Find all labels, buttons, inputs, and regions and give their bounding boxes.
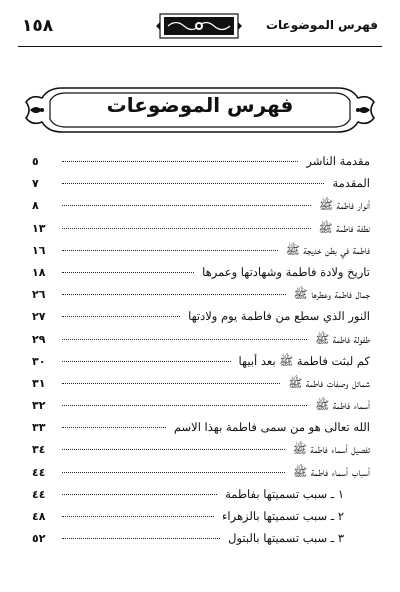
toc-entry-title: المقدمة [332, 176, 370, 191]
toc-dot-leader [62, 161, 298, 162]
toc-entry-title: نطفة فاطمة ﷺ [318, 220, 370, 235]
toc-entry [32, 198, 370, 220]
toc-entry-page: ٣٤ [32, 443, 46, 457]
toc-dot-leader [62, 316, 180, 317]
toc-entry [32, 265, 370, 287]
page-number: ١٥٨ [22, 16, 54, 36]
toc-entry [32, 221, 370, 243]
toc-dot-leader [62, 250, 278, 251]
toc-entry-page: ٥ [32, 155, 39, 168]
toc-entry-title: ٢ ـ سبب تسميتها بالزهراء [222, 509, 344, 523]
toc-dot-leader [62, 339, 307, 340]
toc-entry [32, 442, 370, 464]
toc-entry [32, 420, 370, 442]
toc-entry-page: ٣٠ [32, 354, 46, 368]
toc-entry-page: ١٣ [32, 221, 46, 235]
toc-dot-leader [62, 361, 231, 362]
running-title: فهرس الموضوعات [265, 18, 378, 32]
toc-entry [32, 531, 370, 553]
toc-entry-page: ٢٦ [32, 288, 46, 302]
toc-entry [32, 332, 370, 354]
toc-entry [32, 465, 370, 487]
toc-entry [32, 243, 370, 265]
toc-dot-leader [62, 427, 166, 428]
toc-entry-title: الله تعالى هو من سمى فاطمة بهذا الاسم [173, 420, 370, 435]
toc-dot-leader [62, 183, 324, 184]
header-rule [18, 46, 382, 47]
toc-entry-page: ١٨ [32, 265, 46, 279]
title-cartouche [22, 84, 378, 136]
toc-entry-page: ٤٤ [32, 487, 46, 501]
page-title: فهرس الموضوعات [106, 93, 294, 117]
toc-entry-page: ٢٧ [32, 310, 46, 324]
toc-entry-title: تاريخ ولادة فاطمة وشهادتها وعمرها [202, 264, 370, 279]
toc-dot-leader [62, 294, 286, 295]
toc-entry-page: ٣٣ [32, 421, 46, 435]
toc-entry-title: النور الذي سطع من فاطمة يوم ولادتها [188, 309, 370, 324]
running-header [18, 8, 382, 48]
toc-entry-page: ٨ [32, 199, 39, 213]
toc-entry-title: أنوار فاطمة ﷺ [319, 198, 370, 213]
toc-entry-page: ٤٨ [32, 510, 46, 523]
toc-entry-title: أسماء فاطمة ﷺ [315, 398, 370, 413]
toc-dot-leader [62, 228, 311, 229]
toc-dot-leader [62, 472, 285, 473]
toc-entry-title: شمائل وصفات فاطمة ﷺ [288, 375, 370, 390]
header-ornament-icon [154, 10, 244, 42]
toc-dot-leader [62, 405, 307, 406]
toc-entry-title: ١ ـ سبب تسميتها بفاطمة [225, 486, 344, 501]
toc-entry [32, 154, 370, 176]
toc-entry-page: ٤٤ [32, 465, 46, 479]
toc-entry-page: ٧ [32, 177, 39, 191]
toc-entry [32, 354, 370, 376]
toc-entry [32, 487, 370, 509]
toc-entry-title: فاطمة في بطن خديجة ﷺ [285, 242, 370, 257]
toc-entry-title: أسباب أسماء فاطمة ﷺ [293, 464, 370, 479]
toc-entry-title: مقدمة الناشر [306, 154, 370, 168]
toc-entry [32, 376, 370, 398]
table-of-contents [32, 154, 370, 553]
toc-entry [32, 509, 370, 531]
toc-dot-leader [62, 449, 285, 450]
toc-entry-page: ٣١ [32, 376, 46, 390]
toc-entry [32, 287, 370, 309]
toc-dot-leader [62, 205, 311, 206]
toc-dot-leader [62, 494, 217, 495]
toc-entry-title: طفولة فاطمة ﷺ [315, 331, 370, 346]
toc-dot-leader [62, 272, 194, 273]
toc-entry-title: تفصيل أسماء فاطمة ﷺ [292, 442, 370, 457]
toc-dot-leader [62, 538, 220, 539]
toc-entry-page: ١٦ [32, 243, 46, 257]
toc-entry-title: جمال فاطمة وعطرها ﷺ [293, 287, 370, 302]
toc-entry-page: ٣٢ [32, 399, 46, 413]
toc-entry-page: ٢٩ [32, 332, 46, 346]
toc-entry-title: كم لبثت فاطمة ﷺ بعد أبيها [238, 353, 370, 368]
toc-dot-leader [62, 383, 280, 384]
toc-entry-page: ٥٢ [32, 532, 46, 546]
toc-entry-title: ٣ ـ سبب تسميتها بالبتول [228, 531, 344, 546]
toc-entry [32, 398, 370, 420]
toc-dot-leader [62, 516, 214, 517]
toc-entry [32, 176, 370, 198]
toc-entry [32, 309, 370, 331]
